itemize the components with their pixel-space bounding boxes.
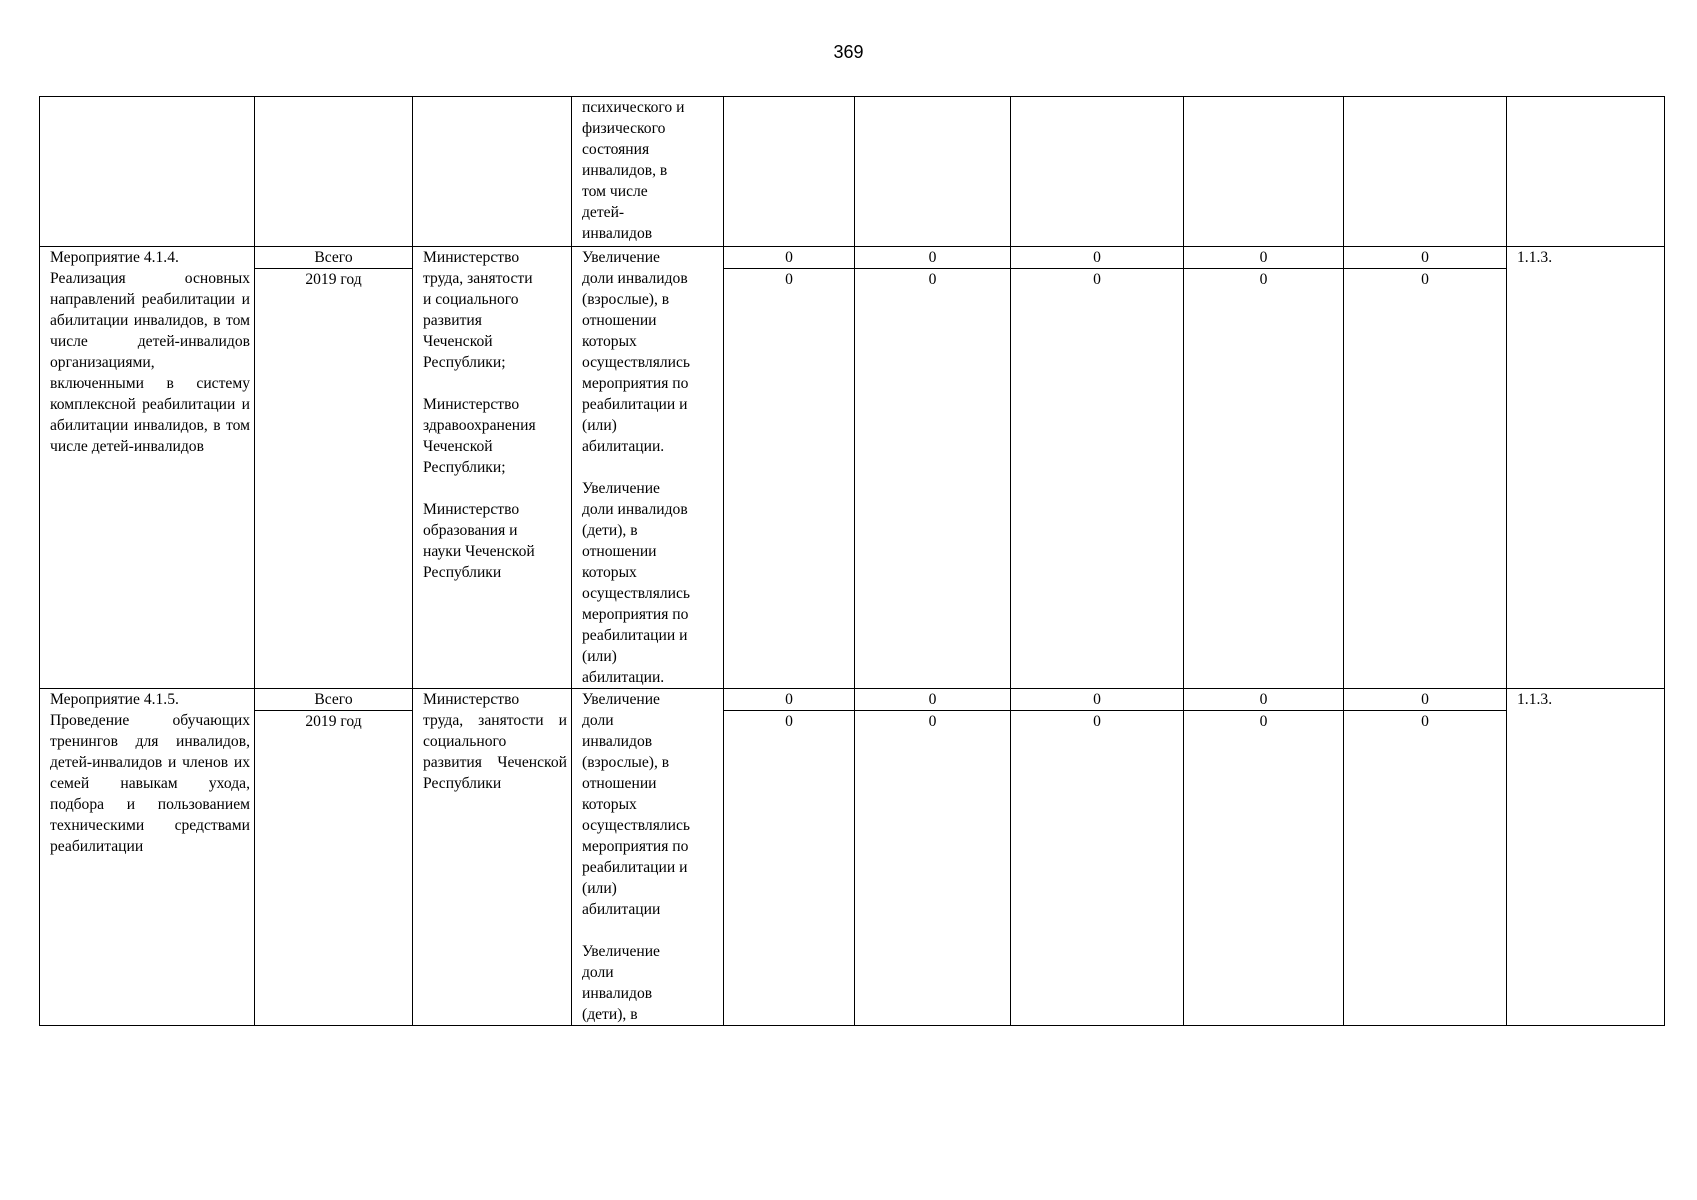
value-cell: 0 — [1184, 269, 1344, 689]
measure-row-year — [40, 269, 1665, 667]
value-cell: 0 — [1184, 247, 1344, 269]
indicator-cell — [572, 689, 724, 1026]
value-cell: 0 — [724, 689, 855, 711]
empty-cell — [1184, 97, 1344, 247]
value-cell: 0 — [1184, 711, 1344, 1026]
value-cell: 0 — [855, 247, 1011, 269]
value-cell: 0 — [1344, 269, 1507, 689]
value-cell: 0 — [1344, 689, 1507, 711]
empty-cell — [855, 97, 1011, 247]
value-cell: 0 — [724, 269, 855, 689]
measure-row-total — [40, 247, 1665, 269]
value-cell: 0 — [1011, 711, 1184, 1026]
executor-cell — [413, 689, 572, 1026]
value-cell: 0 — [1011, 247, 1184, 269]
empty-cell — [1344, 97, 1507, 247]
indicator-text: Увеличение доли инвалидов (взрослые), в отношении которых осуществлялись мероприятия по реабилитации и (или) абилитации — [582, 691, 691, 918]
code-cell: 1.1.3. — [1507, 689, 1665, 1026]
value-cell: 0 — [1011, 269, 1184, 689]
executor-cell — [413, 247, 572, 689]
indicator-text: Увеличение доли инвалидов (дети), в отношении которых осуществлялись мероприятия по реабилитации и (или) абилитации. — [582, 480, 691, 686]
value-cell: 0 — [855, 269, 1011, 689]
value-cell: 0 — [855, 711, 1011, 1026]
value-cell: 0 — [1011, 689, 1184, 711]
executor-text: Министерство образования и науки Чеченской Республики — [423, 501, 535, 581]
empty-cell — [724, 97, 855, 247]
indicator-cell — [572, 97, 724, 247]
indicator-text: Увеличение доли инвалидов (дети), в — [582, 943, 660, 1023]
measure-cell — [40, 247, 255, 689]
page-number: 369 — [833, 42, 864, 62]
value-cell: 0 — [1184, 689, 1344, 711]
empty-cell — [255, 97, 413, 247]
measure-text: Мероприятие 4.1.4. Реализация основных направлений реабилитации и абилитации инвалидов, в том числе детей-инвалидов организациями, включенными в систему комплексной реабилитации и абилитации инвалидов, в том числе детей-инвалидов — [50, 249, 250, 455]
value-cell: 0 — [724, 247, 855, 269]
empty-cell — [413, 97, 572, 247]
value-cell: 0 — [855, 689, 1011, 711]
empty-cell — [40, 97, 255, 247]
measure-text: Мероприятие 4.1.5. Проведение обучающих тренингов для инвалидов, детей-инвалидов и членов их семей навыкам ухода, подбора и пользованием техническими средствами реабилитации — [50, 691, 250, 855]
indicator-text: Увеличение доли инвалидов (взрослые), в отношении которых осуществлялись мероприятия по реабилитации и (или) абилитации. — [582, 249, 691, 455]
value-cell: 0 — [724, 711, 855, 1026]
period-total: Всего — [255, 247, 413, 269]
continuation-row — [40, 97, 1665, 247]
empty-cell — [1507, 97, 1665, 247]
code-cell: 1.1.3. — [1507, 247, 1665, 689]
program-table — [39, 96, 1665, 1026]
indicator-cell — [572, 247, 724, 689]
indicator-text: психического и физического состояния инвалидов, в том числе детей- инвалидов — [582, 99, 685, 242]
period-year: 2019 год — [255, 711, 413, 1026]
executor-text: Министерство здравоохранения Чеченской Республики; — [423, 396, 536, 476]
executor-text: Министерство труда, занятости и социального развития Чеченской Республики — [423, 691, 567, 792]
measure-row-total — [40, 689, 1665, 711]
empty-cell — [1011, 97, 1184, 247]
executor-text: Министерство труда, занятости и социального развития Чеченской Республики; — [423, 249, 533, 371]
value-cell: 0 — [1344, 711, 1507, 1026]
measure-row-year — [40, 711, 1665, 1004]
period-total: Всего — [255, 689, 413, 711]
measure-cell — [40, 689, 255, 1026]
period-year: 2019 год — [255, 269, 413, 689]
value-cell: 0 — [1344, 247, 1507, 269]
